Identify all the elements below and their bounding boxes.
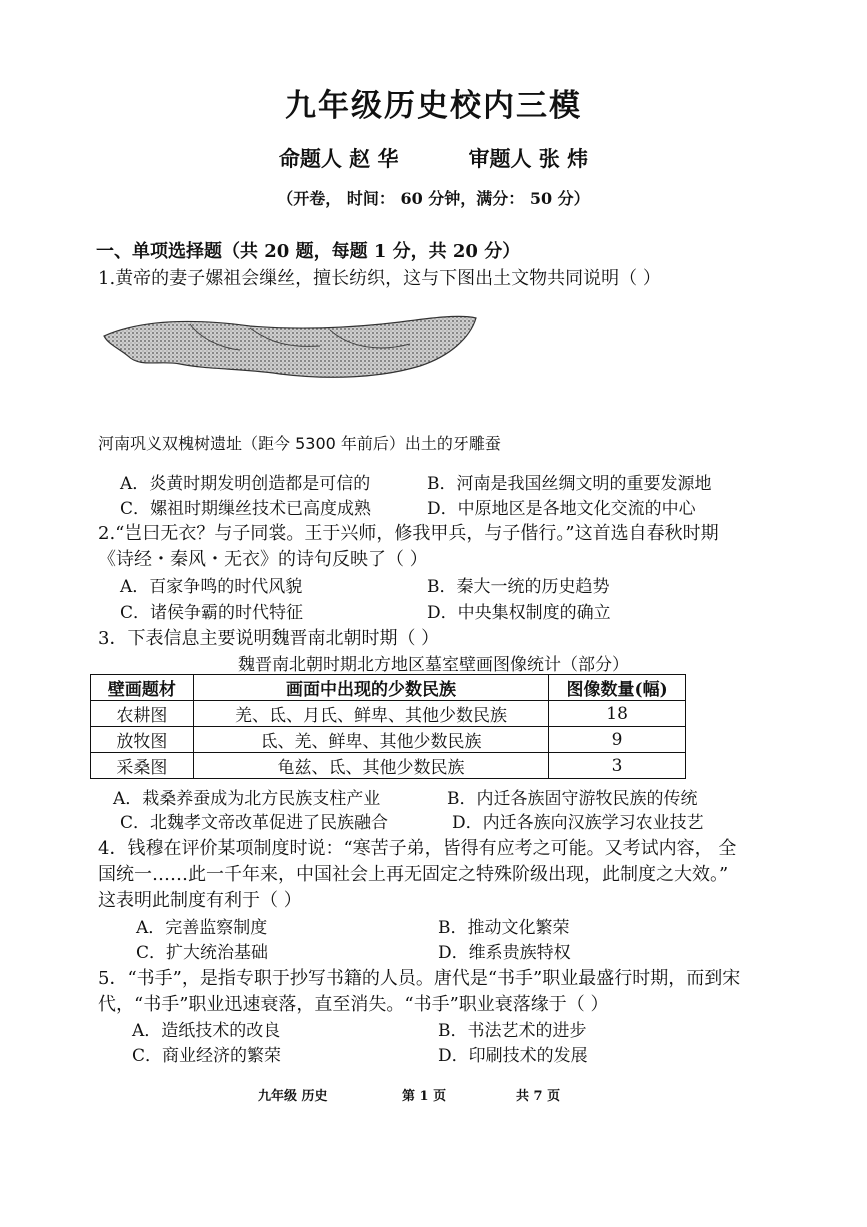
q4-option-c[interactable]: C．扩大统治基础 — [136, 943, 269, 963]
table-cell: 放牧图 — [91, 727, 194, 753]
footer-total-pages: 共 7 页 — [516, 1089, 561, 1104]
ivory-silkworm-image — [100, 308, 480, 384]
q4-option-a[interactable]: A．完善监察制度 — [136, 918, 268, 938]
q4-option-b[interactable]: B．推动文化繁荣 — [438, 918, 570, 938]
section-heading: 一、单项选择题（共 20 题，每题 1 分，共 20 分） — [96, 241, 521, 262]
page-title: 九年级历史校内三模 — [285, 88, 582, 124]
q4-stem-line2: 国统一……此一千年来，中国社会上再无固定之特殊阶级出现，此制度之大效。” — [98, 864, 729, 885]
table-cell: 18 — [549, 701, 686, 727]
author-label: 命题人 赵 华 — [278, 146, 399, 171]
table-header-cell: 壁画题材 — [91, 675, 194, 701]
q1-option-b[interactable]: B．河南是我国丝绸文明的重要发源地 — [427, 474, 712, 494]
q5-option-c[interactable]: C．商业经济的繁荣 — [132, 1046, 282, 1066]
footer-page-number: 第 1 页 — [402, 1089, 447, 1104]
table-header-cell: 画面中出现的少数民族 — [193, 675, 548, 701]
table-cell: 氐、羌、鲜卑、其他少数民族 — [193, 727, 548, 753]
q2-option-a[interactable]: A．百家争鸣的时代风貌 — [120, 577, 303, 597]
q1-stem: 1.黄帝的妻子嫘祖会缫丝，擅长纺织，这与下图出土文物共同说明（ ） — [98, 268, 661, 289]
q5-stem-line1: 5．“书手”，是指专职于抄写书籍的人员。唐代是“书手”职业最盛行时期，而到宋 — [98, 968, 741, 989]
q4-option-d[interactable]: D．维系贵族特权 — [438, 943, 571, 963]
reviewer-label: 审题人 张 炜 — [468, 146, 589, 171]
q2-option-c[interactable]: C．诸侯争霸的时代特征 — [120, 603, 304, 623]
authors-line — [0, 143, 867, 173]
exam-info: （开卷， 时间： 60 分钟，满分： 50 分） — [277, 189, 590, 208]
q5-option-b[interactable]: B．书法艺术的进步 — [438, 1021, 587, 1041]
table-row — [91, 753, 686, 779]
q4-stem-line3: 这表明此制度有利于（ ） — [98, 890, 302, 911]
table-row — [91, 701, 686, 727]
table-cell: 9 — [549, 727, 686, 753]
q1-option-a[interactable]: A．炎黄时期发明创造都是可信的 — [120, 474, 371, 494]
q2-option-d[interactable]: D．中央集权制度的确立 — [427, 603, 611, 623]
q3-option-c[interactable]: C．北魏孝文帝改革促进了民族融合 — [120, 813, 389, 833]
q3-stem: 3．下表信息主要说明魏晋南北朝时期（ ） — [98, 628, 440, 649]
q4-stem-line1: 4．钱穆在评价某项制度时说：“寒苦子弟，皆得有应考之可能。又考试内容， 全 — [98, 838, 737, 859]
q3-option-b[interactable]: B．内迁各族固守游牧民族的传统 — [447, 789, 698, 809]
table-cell: 农耕图 — [91, 701, 194, 727]
footer-grade-subject: 九年级 历史 — [258, 1089, 328, 1104]
q1-option-d[interactable]: D．中原地区是各地文化交流的中心 — [427, 499, 696, 519]
table-header-row — [91, 675, 686, 701]
table-row — [91, 727, 686, 753]
q3-option-d[interactable]: D．内迁各族向汉族学习农业技艺 — [452, 813, 704, 833]
q2-stem-line1: 2.“岂曰无衣？与子同裳。王于兴师，修我甲兵，与子偕行。”这首选自春秋时期 — [98, 523, 719, 544]
q3-option-a[interactable]: A．栽桑养蚕成为北方民族支柱产业 — [113, 789, 381, 809]
table-cell: 羌、氐、月氏、鲜卑、其他少数民族 — [193, 701, 548, 727]
q5-stem-line2: 代，“书手”职业迅速衰落，直至消失。“书手”职业衰落缘于（ ） — [98, 994, 609, 1015]
table-cell: 采桑图 — [91, 753, 194, 779]
q5-option-d[interactable]: D．印刷技术的发展 — [438, 1046, 588, 1066]
table-cell: 龟兹、氐、其他少数民族 — [193, 753, 548, 779]
mural-statistics-table — [90, 674, 686, 779]
q1-image-caption: 河南巩义双槐树遗址（距今 5300 年前后）出土的牙雕蚕 — [98, 434, 501, 453]
table-cell: 3 — [549, 753, 686, 779]
q2-option-b[interactable]: B．秦大一统的历史趋势 — [427, 577, 610, 597]
q5-option-a[interactable]: A．造纸技术的改良 — [132, 1021, 281, 1041]
q2-stem-line2: 《诗经・秦风・无衣》的诗句反映了（ ） — [98, 549, 428, 570]
q1-option-c[interactable]: C．嫘祖时期缫丝技术已高度成熟 — [120, 499, 372, 519]
q3-table-title: 魏晋南北朝时期北方地区墓室壁画图像统计（部分） — [238, 655, 629, 675]
table-header-cell: 图像数量(幅) — [549, 675, 686, 701]
